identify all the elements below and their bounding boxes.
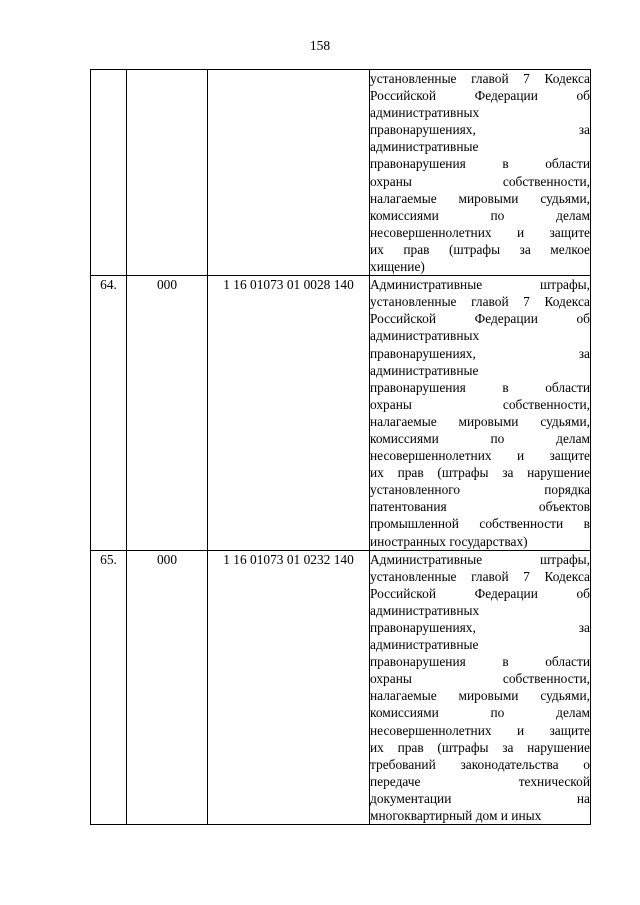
administrator-code-cell	[127, 70, 208, 276]
row-number-cell	[91, 70, 127, 276]
row-number-cell: 65.	[91, 550, 127, 825]
description-line: правонарушениях, за	[370, 122, 590, 138]
description-line: комиссиями по делам	[370, 430, 590, 446]
description-line: установленные главой 7 Кодекса	[370, 568, 590, 584]
description-line: хищение)	[370, 259, 425, 275]
description-line: иностранных государствах)	[370, 533, 528, 549]
description-line: патентования объектов	[370, 499, 590, 515]
description-line: охраны собственности,	[370, 173, 590, 189]
description-line: правонарушения в области	[370, 156, 590, 172]
description-line: установленные главой 7 Кодекса	[370, 294, 590, 310]
description-line: их прав (штрафы за нарушение	[370, 465, 590, 481]
administrator-code-cell: 000	[127, 276, 208, 551]
description-line: административных	[370, 328, 480, 344]
description-line: Административные штрафы,	[370, 551, 590, 567]
description-line: комиссиями по делам	[370, 207, 590, 223]
description-line: административные	[370, 362, 479, 378]
budget-classification-code-cell: 1 16 01073 01 0028 140	[208, 276, 370, 551]
page-number: 158	[309, 38, 331, 53]
administrator-code-cell: 000	[127, 550, 208, 825]
description-cell	[370, 276, 591, 551]
description-line: требований законодательства о	[370, 756, 590, 772]
description-line: несовершеннолетних и защите	[370, 722, 590, 738]
description-line: их прав (штрафы за нарушение	[370, 739, 590, 755]
description-line: установленного порядка	[370, 482, 590, 498]
description-line: Административные штрафы,	[370, 277, 590, 293]
description-line: административных	[370, 602, 480, 618]
table-row	[91, 70, 591, 276]
description-line: передаче технической	[370, 773, 590, 789]
description-line: правонарушения в области	[370, 379, 590, 395]
budget-classification-code-cell	[208, 70, 370, 276]
description-line: налагаемые мировыми судьями,	[370, 688, 590, 704]
row-number-cell: 64.	[91, 276, 127, 551]
description-cell	[370, 550, 591, 825]
table-row	[91, 276, 591, 551]
table-row	[91, 550, 591, 825]
description-line: Российской Федерации об	[370, 311, 590, 327]
description-line: административных	[370, 105, 480, 121]
description-cell	[370, 70, 591, 276]
budget-classification-code-cell: 1 16 01073 01 0232 140	[208, 550, 370, 825]
description-line: их прав (штрафы за мелкое	[370, 241, 590, 257]
description-line: налагаемые мировыми судьями,	[370, 413, 590, 429]
description-line: правонарушениях, за	[370, 620, 590, 635]
description-line: комиссиями по делам	[370, 705, 590, 721]
description-line: административные	[370, 637, 479, 653]
description-line: налагаемые мировыми судьями,	[370, 190, 590, 206]
description-line: правонарушения в области	[370, 654, 590, 670]
description-line: охраны собственности,	[370, 671, 590, 687]
description-line: Российской Федерации об	[370, 88, 590, 104]
description-line: Российской Федерации об	[370, 585, 590, 601]
description-line: установленные главой 7 Кодекса	[370, 71, 590, 86]
description-line: охраны собственности,	[370, 396, 590, 412]
description-line: промышленной собственности в	[370, 516, 590, 532]
description-line: правонарушениях, за	[370, 345, 590, 361]
description-line: административные	[370, 139, 479, 155]
description-line: документации на	[370, 790, 590, 806]
description-line: многоквартирный дом и иных	[370, 808, 542, 824]
revenue-codes-table	[90, 69, 591, 825]
table-body	[91, 70, 591, 825]
description-line: несовершеннолетних и защите	[370, 224, 590, 240]
description-line: несовершеннолетних и защите	[370, 448, 590, 464]
